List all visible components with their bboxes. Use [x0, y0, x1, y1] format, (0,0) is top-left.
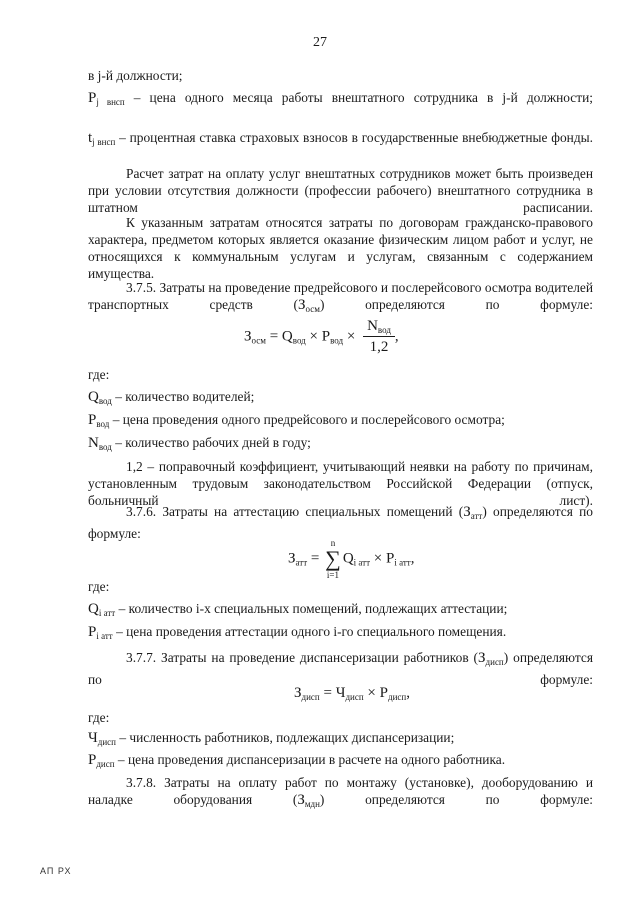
symbol: З [478, 650, 486, 666]
symbol-subscript: вод [96, 419, 110, 429]
equals-sign: = [323, 685, 332, 701]
formula-comma: , [406, 685, 410, 701]
definition-text: – количество водителей; [111, 389, 255, 404]
sum-lower-limit: i=1 [326, 570, 339, 580]
definition-coefficient: 1,2 – поправочный коэффициент, учитывающий неявки на работу по причинам, установленным трудовым законодательством Российской Федерации (отпуск, больничный лист). [88, 459, 593, 508]
definition-text: – цена проведения одного предрейсового и послерейсового осмотра; [109, 412, 505, 427]
formula-p: P [379, 685, 388, 701]
symbol-subscript: j внсп [92, 137, 116, 147]
where-label: где: [88, 579, 110, 594]
definition-text: – количество i-х специальных помещений, подлежащих аттестации; [115, 601, 508, 616]
definition-n-vod [88, 434, 593, 456]
symbol-subscript: осм [305, 304, 320, 314]
definition-text: – численность работников, подлежащих диспансеризации; [115, 730, 455, 745]
section-text: 3.7.5. Затраты на проведение предрейсового и послерейсового осмотра водителей транспортных средств ( [88, 280, 593, 312]
section-3-7-7 [88, 649, 593, 688]
symbol: N [88, 435, 99, 451]
formula-p: P [321, 328, 331, 345]
section-text: 3.7.7. Затраты на проведение диспансеризации работников ( [126, 650, 479, 665]
formula-lhs-sub: атт [295, 557, 308, 568]
symbol-subscript: j внсп [96, 97, 125, 107]
definition-text: – цена проведения диспансеризации в расчете на одного работника. [114, 752, 506, 767]
paragraph-costs: К указанным затратам относятся затраты по договорам гражданско-правового характера, предметом которых является оказание физическим лицом работ и услуг, не относящихся к коммунальным услугам и услугам, связанным с содержанием имущества. [88, 215, 593, 281]
section-text: 3.7.8. Затраты на оплату работ по монтажу (установке), дооборудованию и наладке оборудования ( [88, 775, 593, 807]
symbol-subscript: i атт [96, 631, 113, 641]
symbol: Ч [88, 730, 98, 746]
symbol: З [298, 297, 306, 313]
sum-upper-limit: n [330, 538, 336, 548]
symbol: Q [88, 389, 99, 405]
sum-sign: ∑ [325, 546, 341, 571]
symbol: P [88, 752, 97, 768]
section-text-end: ) определяются по формуле: [88, 504, 593, 541]
definition-q-att [88, 600, 593, 622]
section-3-7-8 [88, 774, 593, 813]
section-text-end: ) определяются по формуле: [88, 650, 593, 687]
definition-p-vod [88, 411, 593, 433]
where-label: где: [88, 710, 110, 725]
where-label: где: [88, 367, 110, 382]
symbol-subscript: атт [470, 511, 483, 521]
definition-tj [88, 129, 593, 151]
symbol: t [88, 130, 93, 146]
definition-text: – цена проведения аттестации одного i-го специального помещения. [112, 624, 507, 639]
formula-lhs: З [294, 685, 302, 701]
definition-p-disp [88, 751, 593, 773]
formula-p-sub: i атт [394, 557, 411, 568]
fraction-denominator: 1,2 [369, 339, 389, 355]
symbol: З [463, 504, 471, 520]
formula-3-7-5 [244, 318, 399, 356]
definition-text: – процентная ставка страховых взносов в государственные внебюджетные фонды. [115, 130, 593, 145]
paragraph-calculation: Расчет затрат на оплату услуг внештатных сотрудников может быть произведен при условии отсутствия должности (профессии рабочего) внештатного сотрудника в штатном расписании. [88, 166, 593, 215]
formula-p-sub: дисп [387, 692, 407, 702]
formula-n-sub: вод [377, 325, 391, 335]
symbol: З [297, 792, 305, 808]
formula-p-sub: вод [330, 335, 344, 346]
symbol-subscript: мдн [304, 799, 320, 809]
formula-q-sub: дисп [345, 692, 364, 702]
definition-ch-disp [88, 729, 593, 751]
formula-q-sub: вод [292, 335, 306, 346]
formula-comma: , [410, 550, 415, 567]
section-text-end: ) определяются по формуле: [319, 297, 593, 312]
paragraph-j-position: в j-й должности; [88, 68, 183, 83]
symbol-subscript: дисп [96, 759, 115, 769]
formula-q: Ч [335, 685, 346, 701]
times-sign: × [346, 328, 356, 345]
symbol: P [88, 90, 97, 106]
section-3-7-6 [88, 503, 593, 542]
definition-q-vod [88, 388, 593, 410]
section-text-end: ) определяются по формуле: [319, 792, 593, 807]
formula-lhs: З [244, 328, 252, 345]
symbol-subscript: дисп [97, 737, 116, 747]
times-sign: × [367, 685, 376, 701]
formula-lhs-sub: дисп [301, 692, 320, 702]
formula-q-sub: i атт [353, 557, 371, 568]
definition-text: – цена одного месяца работы внештатного сотрудника в j-й должности; [124, 90, 593, 105]
fraction [363, 318, 395, 356]
formula-p: P [386, 550, 395, 567]
equals-sign: = [269, 328, 279, 345]
formula-lhs-sub: осм [251, 335, 266, 346]
page-number: 27 [313, 35, 327, 50]
symbol: Q [88, 601, 99, 617]
formula-lhs: З [288, 550, 296, 567]
formula-3-7-6 [288, 538, 415, 580]
times-sign: × [373, 550, 383, 567]
symbol: P [88, 624, 97, 640]
footer-code: АП РХ [40, 866, 72, 876]
symbol: P [88, 412, 97, 428]
symbol-subscript: вод [98, 396, 112, 406]
summation [325, 538, 341, 580]
symbol-subscript: дисп [485, 657, 504, 667]
fraction-numerator [363, 318, 395, 337]
formula-n: N [367, 318, 378, 334]
definition-p-att [88, 623, 593, 645]
formula-comma: , [394, 328, 399, 345]
formula-q: Q [342, 550, 354, 567]
definition-pj [88, 89, 593, 111]
formula-q: Q [281, 328, 293, 345]
symbol-subscript: i атт [98, 608, 116, 618]
equals-sign: = [310, 550, 320, 567]
section-3-7-5 [88, 279, 593, 318]
definition-text: – количество рабочих дней в году; [111, 435, 311, 450]
formula-3-7-7 [294, 685, 410, 702]
section-text: 3.7.6. Затраты на аттестацию специальных помещений ( [126, 504, 464, 519]
symbol-subscript: вод [98, 442, 112, 452]
times-sign: × [309, 328, 318, 345]
